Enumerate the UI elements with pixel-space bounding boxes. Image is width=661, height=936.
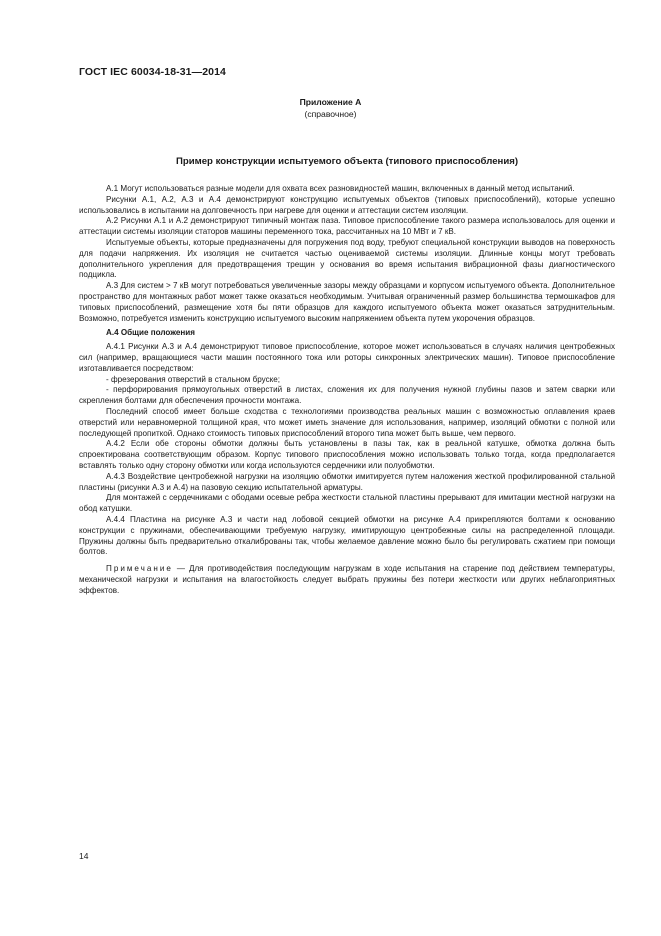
appendix-subtitle: (справочное) [304,109,357,119]
appendix-block [0,96,661,120]
page-number: 14 [79,851,89,861]
list-item: - перфорирования прямоугольных отверстий в листах, сложения их для получения нужной глубины пазов и затем сварки или скрепления болтами для обеспечения прочности монтажа. [79,385,615,406]
subsection-heading: А.4 Общие положения [106,328,195,338]
list-item: - фрезерования отверстий в стальном бруске; [106,374,281,384]
paragraph: Рисунки А.1, А.2, А.3 и А.4 демонстрируют конструкцию испытуемых объектов (типовых приспособлений), которые успешно использовались в испытании на долговечность при нагреве для оценки и аттестации систем изоляции. [79,194,615,215]
body-text [79,184,615,596]
section-heading: Пример конструкции испытуемого объекта (типового приспособления) [175,156,519,167]
paragraph: А.3 Для систем > 7 кВ могут потребоваться увеличенные зазоры между образцами и корпусом испытуемого объекта. Дополнительное пространство для монтажных работ может также оказаться необходимым. Учитывая ограниченный размер большинства термошкафов для типовых приспособлений, размещение хотя бы пяти образцов для каждого испытуемого объекта может оказаться затруднительным. Возможно, потребуется изменить конструкцию испытуемого высоким напряжением объекта путем укорочения образцов. [79,281,615,323]
paragraph: А.4.3 Воздействие центробежной нагрузки на изоляцию обмотки имитируется путем наложения жесткой профилированной стальной пластины (рисунки А.3 и А.4) на пазовую секцию испытательной арматуры. [79,471,615,492]
paragraph: А.1 Могут использоваться разные модели для охвата всех разновидностей машин, включенных в данный метод испытаний. [106,184,575,193]
note-text: — Для противодействия последующим нагрузкам в ходе испытания на старение под действием температуры, механической нагрузки и испытания на влагостойкость следует выбрать пружины без потери жесткости или других неблагоприятных эффектов. [79,564,615,595]
paragraph: А.2 Рисунки А.1 и А.2 демонстрируют типичный монтаж паза. Типовое приспособление такого размера использовалось для оценки и аттестации системы изоляции статоров машины переменного тока, рассчитанных на 10 МВт и 7 кВ. [79,216,615,237]
paragraph: А.4.4 Пластина на рисунке А.3 и части над лобовой секцией обмотки на рисунке А.4 прикрепляются болтами к основанию конструкции с пружинами, обеспечивающими требуемую нагрузку, имитирующую центробежные силы на распределенной площади. Пружины должны быть предварительно откалиброваны так, чтобы желаемое давление можно было бы регулировать сжатием при помощи болтов. [79,514,615,557]
paragraph: Для монтажей с сердечниками с ободами осевые ребра жесткости стальной пластины прерывают для имитации местной нагрузки на обод катушки. [79,493,615,514]
paragraph: Испытуемые объекты, которые предназначены для погружения под воду, требуют специальной конструкции выводов на поверхность для подачи напряжения. Их изоляция не считается частью оцениваемой системы изоляции. Длинные концы могут требовать дополнительного укрепления для предотвращения трещин у основания во время испытания вибрационной фазы диагностического подцикла. [79,237,615,280]
document-code: ГОСТ IEC 60034-18-31—2014 [79,66,226,78]
note-label: Примечание [106,564,173,574]
appendix-title: Приложение А [299,97,362,107]
paragraph: Последний способ имеет больше сходства с технологиями производства реальных машин с возможностью оплавления краев отверстий или неравномерной толщиной края, что может иметь значение для использования, например, изоляций обмотки с полной или последующей пропиткой. Однако стоимость типовых приспособлений второго типа может быть выше, чем первого. [79,406,615,438]
paragraph: А.4.2 Если обе стороны обмотки должны быть установлены в пазы так, как в реальной катушке, обмотка должна быть спроектирована соответствующим образом. Корпус типового приспособления можно использовать только тогда, когда предполагается вставлять только одну сторону обмотки или когда используются сердечники или полуобмотки. [79,439,615,470]
note [79,564,615,596]
paragraph: А.4.1 Рисунки А.3 и А.4 демонстрируют типовое приспособление, которое может использоваться в случаях наличия центробежных сил (например, вращающиеся части машин постоянного тока или роторы синхронных электрических машин). Типовое приспособление изготавливается посредством: [79,342,615,373]
